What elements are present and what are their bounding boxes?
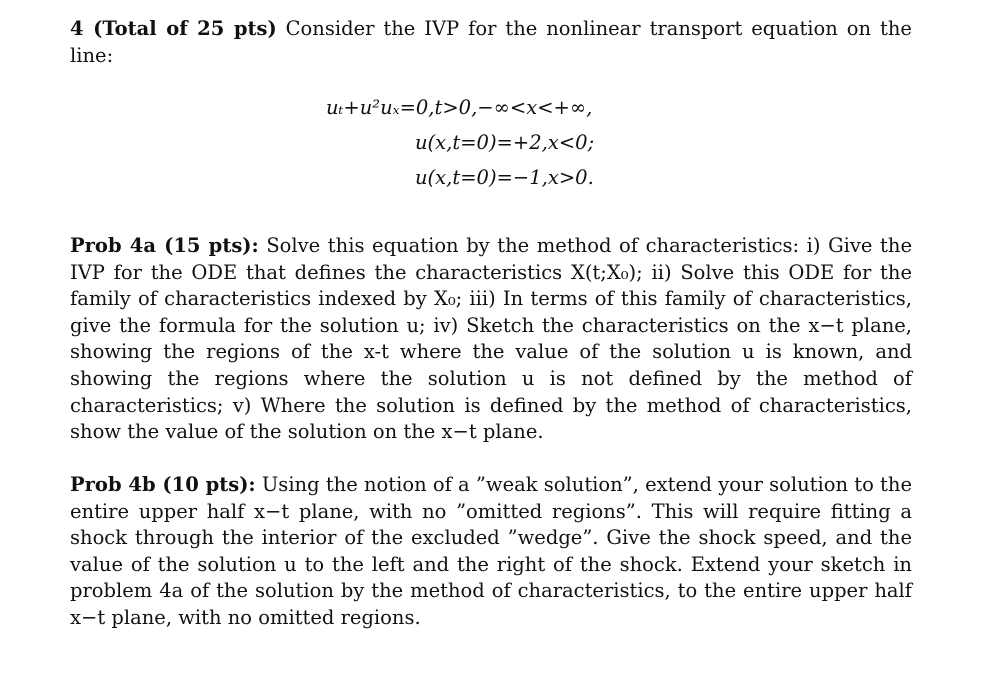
equation-block [320, 90, 720, 195]
initial-condition-left: u(x,t=0)=+2,x<0; [415, 131, 595, 154]
problem-intro-text: Consider the IVP for the nonlinear transport equation on the line: [70, 17, 912, 67]
prob-4b [70, 472, 912, 632]
prob-4a [70, 233, 912, 446]
prob-4a-body: Solve this equation by the method of characteristics: i) Give the IVP for the ODE that defines the characteristics X(t;X₀); ii) Solve this ODE for the family of characteristics indexed by X₀; iii) In terms of this family of characteristics, give the formula for the solution u; iv) Sketch the characteristics on the x−t plane, showing the regions of the x-t where the value of the solution u is known, and showing the regions where the solution u is not defined by the method of characteristics; v) Where the solution is defined by the method of characteristics, show the value of the solution on the x−t plane. [70, 234, 912, 444]
problem-intro [70, 16, 912, 69]
prob-4b-heading: Prob 4b (10 pts): [70, 473, 256, 496]
problem-heading: 4 (Total of 25 pts) [70, 17, 277, 40]
prob-4b-body: Using the notion of a ”weak solution”, extend your solution to the entire upper half x−t plane, with no ”omitted regions”. This will require fitting a shock through the interior of the excluded ”wedge”. Give the shock speed, and the value of the solution u to the left and the right of the shock. Extend your sketch in problem 4a of the solution by the method of characteristics, to the entire upper half x−t plane, with no omitted regions. [70, 473, 912, 629]
initial-condition-right: u(x,t=0)=−1,x>0. [415, 166, 594, 189]
prob-4a-heading: Prob 4a (15 pts): [70, 234, 259, 257]
pde-equation: uₜ+u²uₓ=0,t>0,−∞<x<+∞, [326, 96, 593, 119]
